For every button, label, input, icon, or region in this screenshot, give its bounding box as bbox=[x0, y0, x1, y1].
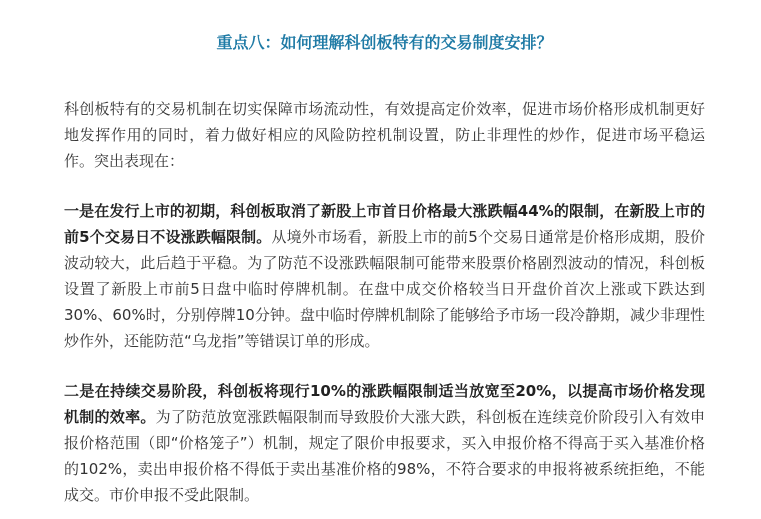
point-two-bold-lead: 二是在持续交易阶段，科创板将现行10%的涨跌幅限制适当放宽至20%，以提高市场价格发现机制的效率。 bbox=[64, 382, 705, 426]
point-one-text: 从境外市场看，新股上市的前5个交易日通常是价格形成期，股价波动较大，此后趋于平稳。为了防范不设涨跌幅限制可能带来股票价格剧烈波动的情况，科创板设置了新股上市前5日盘中临时停牌机制。在盘中成交价格较当日开盘价首次上涨或下跌达到30%、60%时，分别停牌10分钟。盘中临时停牌机制除了能够给予市场一段冷静期，减少非理性炒作外，还能防范“乌龙指”等错误订单的形成。 bbox=[64, 228, 705, 350]
point-one-paragraph bbox=[64, 198, 705, 354]
point-one-bold-lead: 一是在发行上市的初期，科创板取消了新股上市首日价格最大涨跌幅44%的限制，在新股上市的前5个交易日不设涨跌幅限制。 bbox=[64, 202, 705, 246]
point-two-text: 为了防范放宽涨跌幅限制而导致股价大涨大跌，科创板在连续竞价阶段引入有效申报价格范围（即“价格笼子”）机制，规定了限价申报要求，买入申报价格不得高于买入基准价格的102%，卖出申报价格不得低于卖出基准价格的98%，不符合要求的申报将被系统拒绝，不能成交。市价申报不受此限制。 bbox=[64, 408, 705, 504]
article-title: 重点八：如何理解科创板特有的交易制度安排？ bbox=[216, 33, 553, 52]
point-two-paragraph bbox=[64, 378, 705, 508]
intro-paragraph bbox=[64, 96, 705, 174]
intro-paragraph-text: 科创板特有的交易机制在切实保障市场流动性，有效提高定价效率，促进市场价格形成机制更好地发挥作用的同时，着力做好相应的风险防控机制设置，防止非理性的炒作，促进市场平稳运作。突出表现在： bbox=[64, 100, 705, 170]
